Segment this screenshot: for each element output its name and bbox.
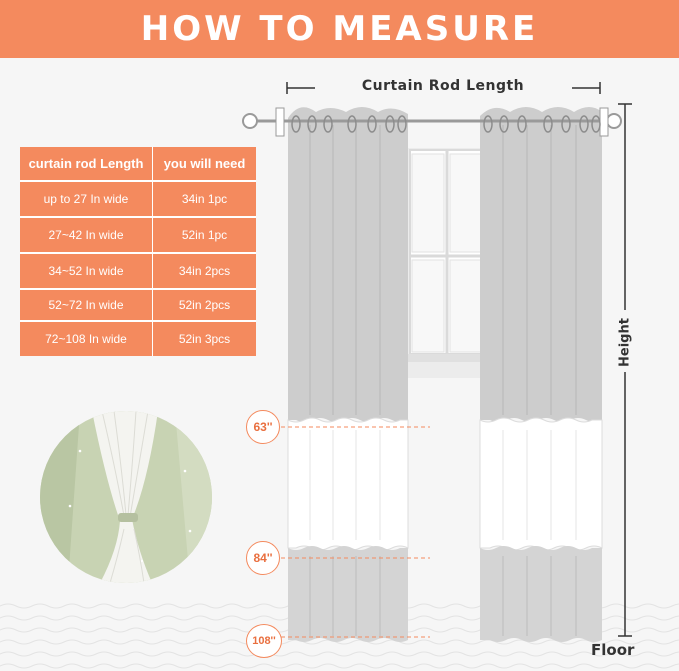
window-illustration bbox=[404, 148, 490, 378]
right-curtain-panel bbox=[480, 107, 602, 642]
table-cell-width: 52~72 In wide bbox=[20, 290, 153, 320]
table-cell-need: 34in 1pc bbox=[181, 192, 228, 206]
rod-length-label: Curtain Rod Length bbox=[361, 78, 525, 94]
floor-label: Floor bbox=[591, 641, 635, 659]
table-cell-need: 52in 3pcs bbox=[178, 332, 231, 346]
table-cell-need: 34in 2pcs bbox=[178, 264, 231, 278]
table-cell-width: 72~108 In wide bbox=[20, 322, 153, 356]
length-badge-84: 84'' bbox=[246, 541, 280, 575]
table-cell-need: 52in 2pcs bbox=[178, 298, 231, 312]
length-badge-108: 108'' bbox=[246, 624, 282, 658]
table-cell-need: 52in 1pc bbox=[181, 228, 228, 242]
length-badge-63: 63'' bbox=[246, 410, 280, 444]
table-col2-header: you will need bbox=[163, 156, 246, 171]
table-cell-width: 34~52 In wide bbox=[20, 254, 153, 288]
table-cell-width: up to 27 In wide bbox=[20, 182, 153, 216]
table-col1-header: curtain rod Length bbox=[20, 147, 153, 180]
height-label: Height bbox=[617, 318, 633, 367]
page-title: HOW TO MEASURE bbox=[140, 9, 539, 49]
table-cell-width: 27~42 In wide bbox=[20, 218, 153, 252]
left-curtain-panel bbox=[288, 107, 408, 642]
